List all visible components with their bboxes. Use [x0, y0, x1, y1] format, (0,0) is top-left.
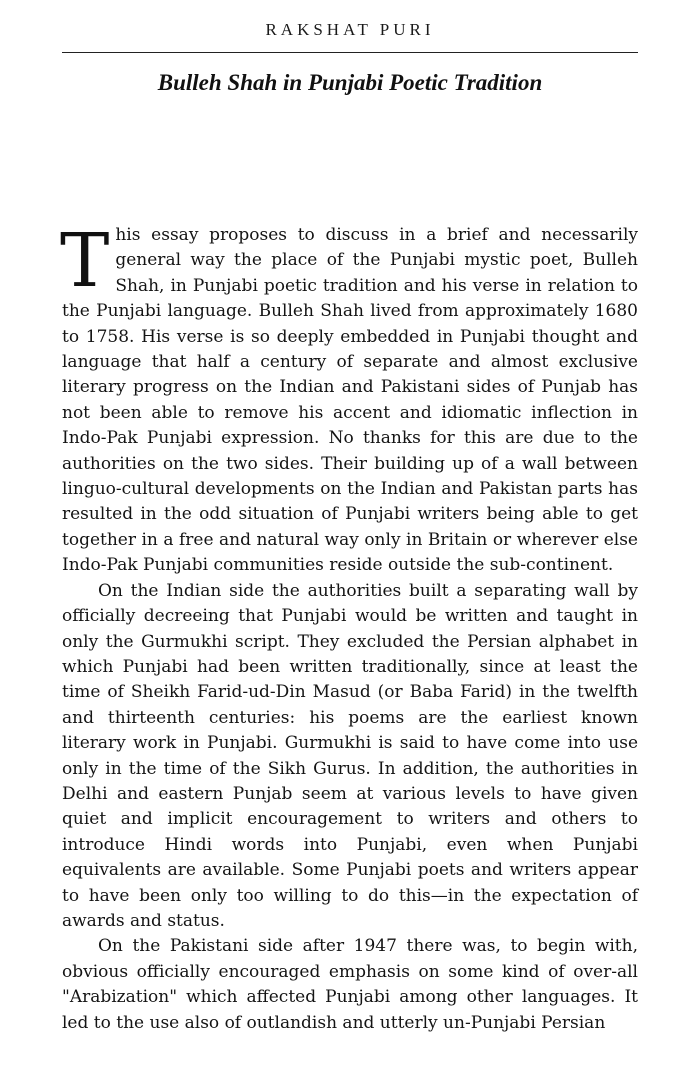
- paragraph-1-text: his essay proposes to discuss in a brief and necessarily general way the place of the Punjabi mystic poet, Bulleh Shah, in Punjabi poetic tradition and his verse in relation to the Punjabi language. Bulleh Shah lived from approximately 1680 to 1758. His verse is so deeply embedded in Punjabi thought and language that half a century of separate and almost exclusive literary progress on the Indian and Pakistani sides of Punjab has not been able to remove his accent and idiomatic inflection in Indo-Pak Punjabi expression. No thanks for this are due to the authorities on the two sides. Their building up of a wall between linguo-cultural developments on the Indian and Pakistan parts has resulted in the odd situation of Punjabi writers being able to get together in a free and natural way only in Britain or wherever else Indo-Pak Punjabi communities reside outside the sub-continent.: [62, 225, 638, 576]
- drop-cap: T: [60, 218, 110, 304]
- running-head: RAKSHAT PURI: [265, 20, 435, 39]
- article-body: [60, 218, 638, 1036]
- paragraph-1: [60, 218, 638, 579]
- paragraph-2: On the Indian side the authorities built a separating wall by officially decreeing that Punjabi would be written and taught in only the Gurmukhi script. They excluded the Persian alphabet in which Punjabi had been written traditionally, since at least the time of Sheikh Farid-ud-Din Masud (or Baba Farid) in the twelfth and thirteenth centuries: his poems are the earliest known literary work in Punjabi. Gurmukhi is said to have come into use only in the time of the Sikh Gurus. In addition, the authorities in Delhi and eastern Punjab seem at various levels to have given quiet and implicit encouragement to writers and others to introduce Hindi words into Punjabi, even when Punjabi equivalents are available. Some Punjabi poets and writers appear to have been only too willing to do this—in the expectation of awards and status.: [62, 580, 638, 931]
- article-title: Bulleh Shah in Punjabi Poetic Tradition: [157, 70, 543, 95]
- header-rule: [62, 52, 638, 53]
- paragraph-3: On the Pakistani side after 1947 there was, to begin with, obvious officially encouraged emphasis on some kind of over-all "Arabization" which affected Punjabi among other languages. It led to the use also of outlandish and utterly un-Punjabi Persian: [62, 936, 638, 1033]
